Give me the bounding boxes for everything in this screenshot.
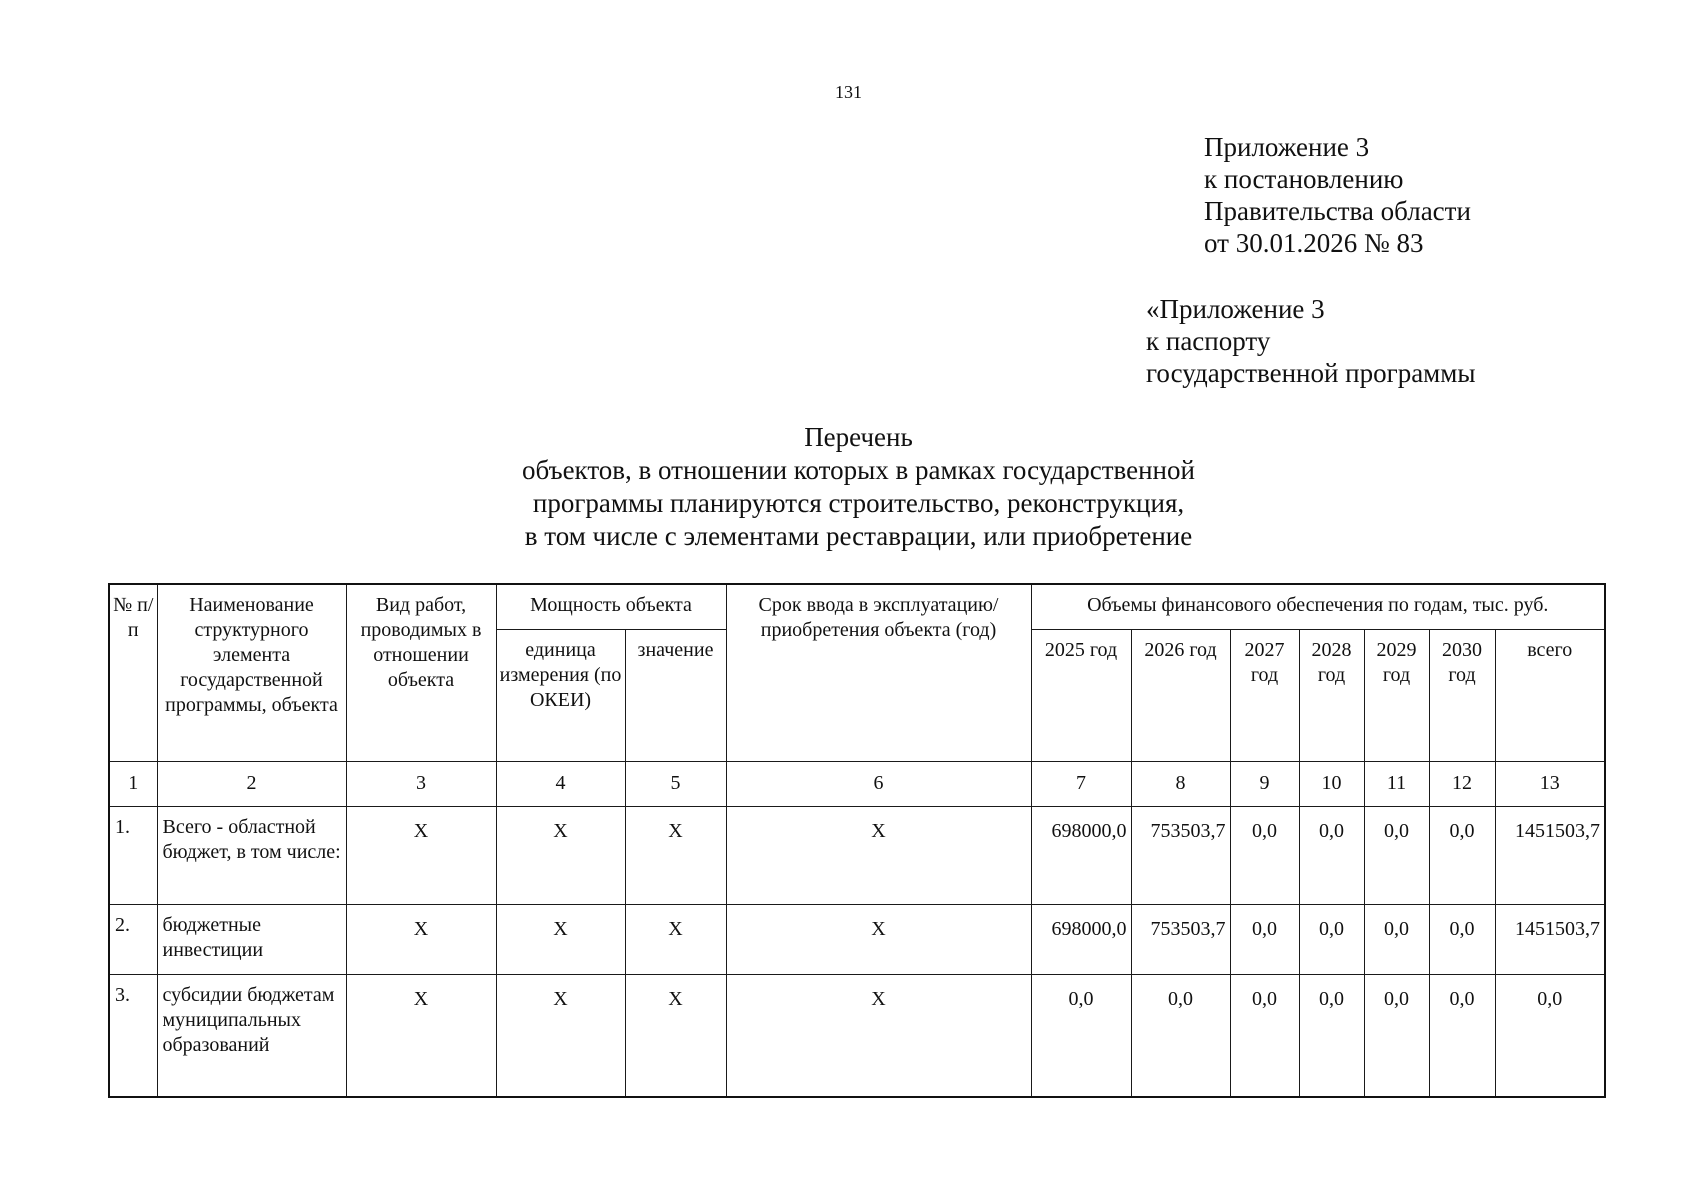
header-unit: единица измерения (по ОКЕИ) (496, 629, 625, 761)
row-value: Х (625, 974, 726, 1097)
column-number: 1 (109, 761, 157, 806)
page-number: 131 (835, 82, 862, 102)
row-2027: 0,0 (1230, 806, 1299, 904)
header-year-2027: 2027 год (1230, 629, 1299, 761)
title-line: Перечень (804, 422, 913, 452)
annex-resolution-block (1204, 131, 1471, 259)
header-works: Вид работ, проводимых в отношении объекта (346, 584, 496, 761)
table-row (109, 904, 1605, 974)
column-number: 4 (496, 761, 625, 806)
row-value: Х (625, 806, 726, 904)
column-number-row (109, 761, 1605, 806)
header-funding: Объемы финансового обеспечения по годам, тыс. руб. (1031, 584, 1605, 629)
row-2030: 0,0 (1429, 974, 1495, 1097)
row-number: 3. (109, 974, 157, 1097)
header-total: всего (1495, 629, 1605, 761)
table-row (109, 974, 1605, 1097)
row-number: 1. (109, 806, 157, 904)
header-year-2029: 2029 год (1364, 629, 1429, 761)
header-row-top (109, 584, 1605, 629)
document-title (0, 421, 1697, 553)
row-total: 1451503,7 (1495, 904, 1605, 974)
row-works: Х (346, 904, 496, 974)
row-total: 0,0 (1495, 974, 1605, 1097)
row-name: Всего - областной бюджет, в том числе: (157, 806, 346, 904)
row-name: субсидии бюджетам муниципальных образований (157, 974, 346, 1097)
column-number: 10 (1299, 761, 1364, 806)
annex-line: к постановлению (1204, 164, 1404, 194)
column-number: 8 (1131, 761, 1230, 806)
row-2029: 0,0 (1364, 904, 1429, 974)
table-row (109, 806, 1605, 904)
row-name: бюджетные инвестиции (157, 904, 346, 974)
header-term: Срок ввода в эксплуатацию/приобретения объекта (год) (726, 584, 1031, 761)
header-name: Наименование структурного элемента государственной программы, объекта (157, 584, 346, 761)
title-line: программы планируются строительство, реконструкция, (532, 488, 1185, 518)
row-2026: 0,0 (1131, 974, 1230, 1097)
row-2025: 0,0 (1031, 974, 1131, 1097)
column-number: 12 (1429, 761, 1495, 806)
row-total: 1451503,7 (1495, 806, 1605, 904)
annex-line: Приложение 3 (1204, 132, 1370, 162)
row-2028: 0,0 (1299, 974, 1364, 1097)
column-number: 2 (157, 761, 346, 806)
row-2030: 0,0 (1429, 806, 1495, 904)
row-works: Х (346, 806, 496, 904)
title-line: объектов, в отношении которых в рамках государственной (522, 455, 1195, 485)
row-works: Х (346, 974, 496, 1097)
row-2027: 0,0 (1230, 904, 1299, 974)
row-value: Х (625, 904, 726, 974)
row-unit: Х (496, 904, 625, 974)
row-2030: 0,0 (1429, 904, 1495, 974)
row-2028: 0,0 (1299, 904, 1364, 974)
row-2028: 0,0 (1299, 806, 1364, 904)
column-number: 6 (726, 761, 1031, 806)
row-unit: Х (496, 974, 625, 1097)
row-number: 2. (109, 904, 157, 974)
column-number: 13 (1495, 761, 1605, 806)
column-number: 5 (625, 761, 726, 806)
header-value: значение (625, 629, 726, 761)
column-number: 7 (1031, 761, 1131, 806)
header-num: № п/п (109, 584, 157, 761)
annex-line: к паспорту (1146, 326, 1271, 356)
header-year-2030: 2030 год (1429, 629, 1495, 761)
row-2025: 698000,0 (1031, 806, 1131, 904)
header-capacity: Мощность объекта (496, 584, 726, 629)
annex-passport-block (1146, 293, 1476, 389)
annex-line: «Приложение 3 (1146, 294, 1325, 324)
column-number: 3 (346, 761, 496, 806)
title-line: в том числе с элементами реставрации, или приобретение (524, 521, 1193, 551)
row-unit: Х (496, 806, 625, 904)
column-number: 11 (1364, 761, 1429, 806)
row-2027: 0,0 (1230, 974, 1299, 1097)
column-number: 9 (1230, 761, 1299, 806)
row-2026: 753503,7 (1131, 806, 1230, 904)
annex-line: государственной программы (1146, 358, 1476, 388)
row-term: Х (726, 974, 1031, 1097)
header-year-2025: 2025 год (1031, 629, 1131, 761)
row-2025: 698000,0 (1031, 904, 1131, 974)
header-year-2028: 2028 год (1299, 629, 1364, 761)
row-term: Х (726, 904, 1031, 974)
header-year-2026: 2026 год (1131, 629, 1230, 761)
row-2029: 0,0 (1364, 974, 1429, 1097)
row-term: Х (726, 806, 1031, 904)
annex-line: от 30.01.2026 № 83 (1204, 228, 1424, 258)
row-2029: 0,0 (1364, 806, 1429, 904)
annex-line: Правительства области (1204, 196, 1471, 226)
objects-table (108, 583, 1606, 1098)
row-2026: 753503,7 (1131, 904, 1230, 974)
